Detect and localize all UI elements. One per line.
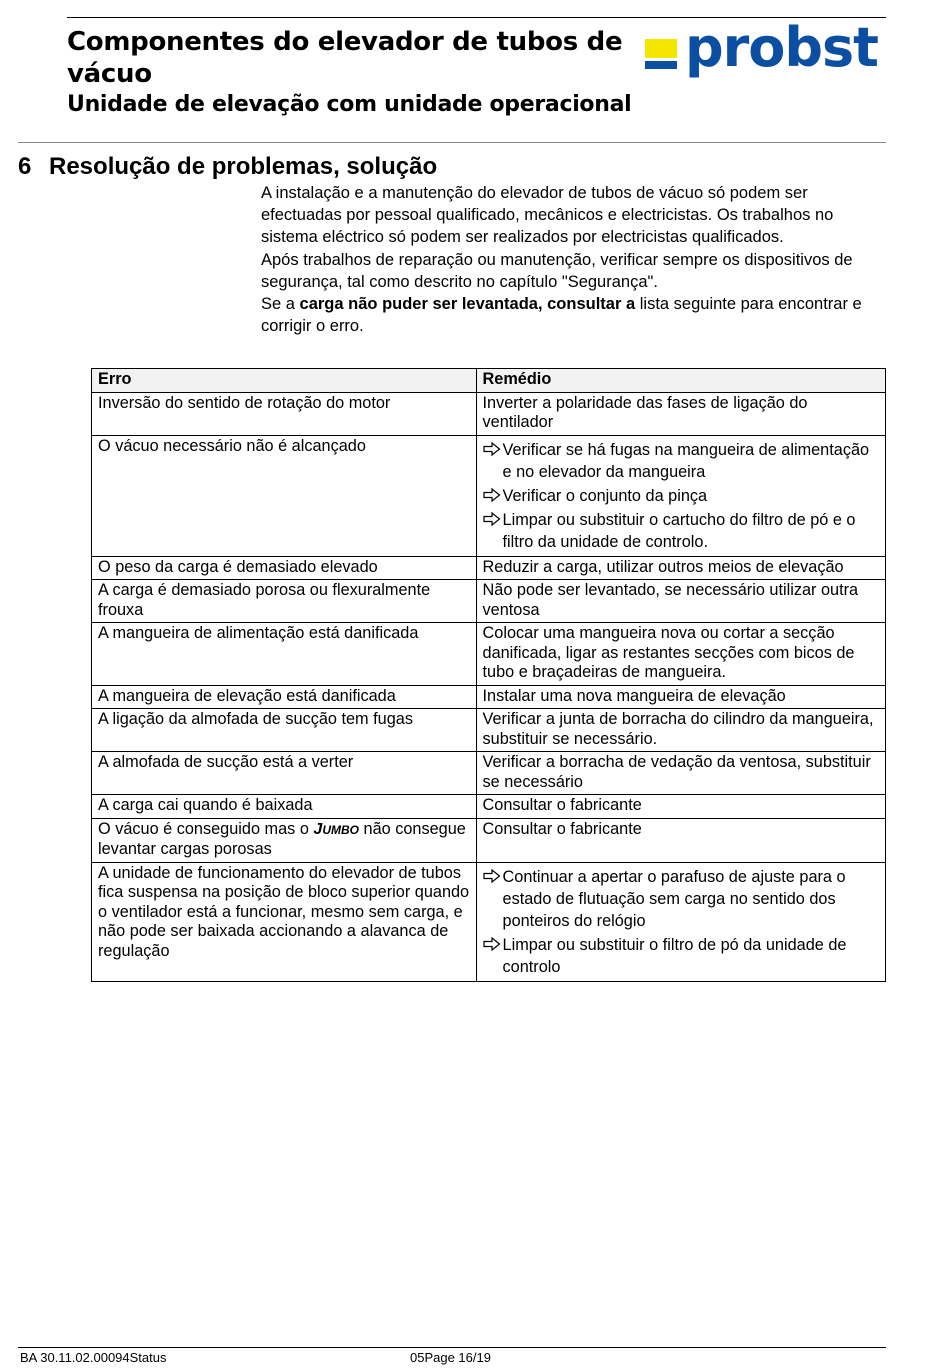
remedy-step [483, 866, 879, 932]
error-cell [92, 818, 477, 862]
table-row [92, 795, 886, 819]
remedy-cell: Consultar o fabricante [476, 818, 885, 862]
error-text-suffix: não consegue levantar cargas porosas [98, 819, 466, 858]
remedy-cell: Inverter a polaridade das fases de ligação do ventilador [476, 392, 885, 435]
table-row [92, 752, 886, 795]
table-row [92, 392, 886, 435]
error-cell: A mangueira de alimentação está danificada [92, 623, 477, 686]
table-header-row [92, 369, 886, 393]
remedy-step-text: Limpar ou substituir o cartucho do filtro de pó e o filtro da unidade de controlo. [502, 510, 856, 551]
error-cell: A almofada de sucção está a verter [92, 752, 477, 795]
remedy-cell: Não pode ser levantado, se necessário utilizar outra ventosa [476, 580, 885, 623]
document-subtitle: Unidade de elevação com unidade operacional [67, 92, 632, 117]
arrow-right-icon [483, 866, 503, 883]
brand-jumbo [313, 821, 359, 838]
intro-paragraph-3 [261, 293, 891, 337]
intro-p3-bold: carga não puder ser levantada, consultar a [299, 295, 636, 314]
troubleshooting-table [91, 368, 886, 982]
logo-yellow-square [645, 39, 677, 58]
remedy-cell: Consultar o fabricante [476, 795, 885, 819]
table-row [92, 862, 886, 981]
remedy-cell: Verificar a borracha de vedação da ventosa, substituir se necessário [476, 752, 885, 795]
remedy-cell [476, 435, 885, 556]
remedy-cell [476, 862, 885, 981]
section-title: Resolução de problemas, solução [49, 153, 438, 180]
table-row [92, 580, 886, 623]
remedy-step-text: Limpar ou substituir o filtro de pó da unidade de controlo [502, 935, 847, 976]
error-cell: O vácuo necessário não é alcançado [92, 435, 477, 556]
section-number: 6 [18, 153, 32, 180]
remedy-step [483, 439, 879, 483]
header-bottom-rule [18, 142, 886, 143]
table-row [92, 623, 886, 686]
error-cell: A unidade de funcionamento do elevador de tubos fica suspensa na posição de bloco superior quando o ventilador está a funcionar, mesmo sem carga, e não pode ser baixada accionando a alavanca de regulação [92, 862, 477, 981]
arrow-right-icon [483, 485, 503, 502]
error-cell: A mangueira de elevação está danificada [92, 685, 477, 709]
remedy-step [483, 934, 879, 978]
remedy-step [483, 509, 879, 553]
remedy-step-text: Verificar o conjunto da pinça [502, 486, 708, 505]
error-cell: A carga é demasiado porosa ou flexuralmente frouxa [92, 580, 477, 623]
section-heading [18, 152, 437, 182]
table-row [92, 818, 886, 862]
table-row [92, 556, 886, 580]
logo-blue-bar [645, 61, 677, 69]
intro-paragraph-1: A instalação e a manutenção do elevador de tubos de vácuo só podem ser efectuadas por pessoal qualificado, mecânicos e electricistas. Os trabalhos no sistema eléctrico só podem ser realizados por electricistas qualificados. [261, 184, 834, 247]
document-title: Componentes do elevador de tubos de vácuo [67, 27, 623, 89]
arrow-right-icon [483, 934, 503, 951]
intro-paragraph-2: Após trabalhos de reparação ou manutenção, verificar sempre os dispositivos de segurança, tal como descrito no capítulo "Segurança". [261, 250, 853, 291]
brand-jumbo-initial: J [313, 820, 323, 838]
logo-wordmark: probst [685, 16, 878, 79]
remedy-cell: Reduzir a carga, utilizar outros meios de elevação [476, 556, 885, 580]
brand-jumbo-rest: UMBO [322, 822, 359, 837]
remedy-step-text: Continuar a apertar o parafuso de ajuste para o estado de flutuação sem carga no sentido dos ponteiros do relógio [502, 867, 846, 930]
probst-logo [645, 16, 887, 80]
table-row [92, 685, 886, 709]
table-row [92, 435, 886, 556]
error-cell: A ligação da almofada de sucção tem fugas [92, 709, 477, 752]
arrow-right-icon [483, 509, 503, 526]
footer-rule [18, 1347, 886, 1348]
remedy-step-text: Verificar se há fugas na mangueira de alimentação e no elevador da mangueira [502, 440, 870, 481]
footer-page-number: 05Page 16/19 [410, 1350, 491, 1365]
intro-p3-suffix: lista seguinte para encontrar e corrigir o erro. [261, 295, 862, 336]
remedy-cell: Colocar uma mangueira nova ou cortar a secção danificada, ligar as restantes secções com bicos de tubo e braçadeiras de mangueira. [476, 623, 885, 686]
intro-text [261, 182, 891, 337]
column-header-error: Erro [92, 369, 477, 393]
intro-p3-prefix: Se a [261, 295, 300, 314]
footer-document-id: BA 30.11.02.00094Status [20, 1350, 167, 1365]
remedy-step [483, 485, 879, 507]
remedy-cell: Verificar a junta de borracha do cilindro da mangueira, substituir se necessário. [476, 709, 885, 752]
table-row [92, 709, 886, 752]
remedy-cell: Instalar uma nova mangueira de elevação [476, 685, 885, 709]
error-cell: O peso da carga é demasiado elevado [92, 556, 477, 580]
error-text-prefix: O vácuo é conseguido mas o [98, 819, 314, 838]
arrow-right-icon [483, 439, 503, 456]
error-cell: Inversão do sentido de rotação do motor [92, 392, 477, 435]
column-header-remedy: Remédio [476, 369, 885, 393]
error-cell: A carga cai quando é baixada [92, 795, 477, 819]
